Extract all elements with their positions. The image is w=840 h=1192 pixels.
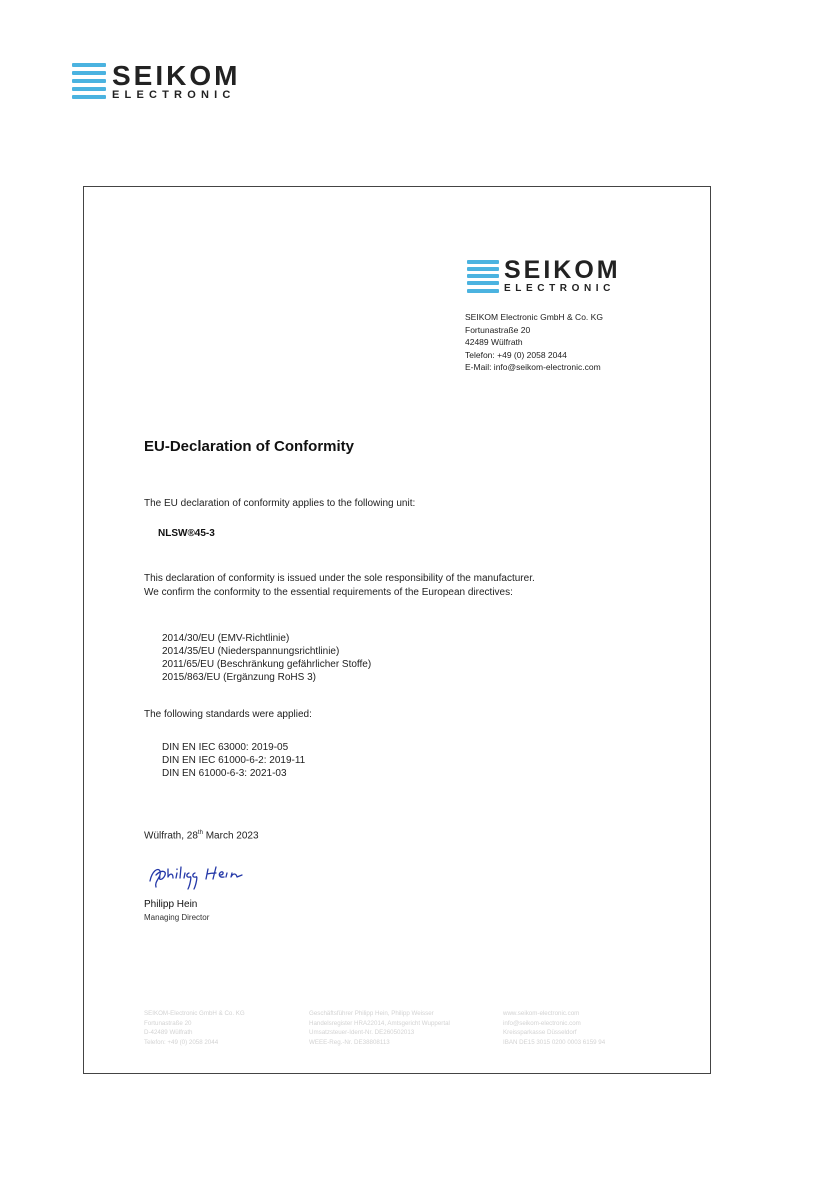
logo-name: SEIKOM [504,256,621,284]
unit-name: NLSW®45-3 [158,528,215,539]
footer-line: info@seikom-electronic.com [503,1019,581,1027]
signer-name: Philipp Hein [144,899,198,910]
email: E-Mail: info@seikom-electronic.com [465,362,601,372]
standards-intro: The following standards were applied: [144,709,312,720]
footer-line: Umsatzsteuer-Ident-Nr. DE260502013 [309,1029,415,1036]
list-item: 2011/65/EU (Beschränkung gefährlicher Stoffe) [162,659,372,670]
signature [146,861,256,895]
footer-line: Handelsregister HRA22014, Amtsgericht Wuppertal [309,1019,450,1027]
footer-line: www.seikom-electronic.com [503,1010,580,1017]
list-item: 2015/863/EU (Ergänzung RoHS 3) [162,672,316,683]
footer-line: D-42489 Wülfrath [144,1029,193,1036]
declaration-document [83,186,711,1074]
directives-list [162,632,371,684]
footer-company [144,1009,245,1047]
logo-tagline: ELECTRONIC [504,283,615,294]
footer-contact-bank [503,1009,605,1047]
footer-line: Geschäftsführer Philipp Hein, Philipp Weisser [309,1010,434,1017]
city: 42489 Wülfrath [465,337,523,347]
document-seikom-logo [467,258,621,294]
footer-line: IBAN DE15 3015 0200 0003 6159 94 [503,1038,606,1046]
footer-line: Fortunastraße 20 [144,1019,192,1027]
signer-role: Managing Director [144,913,210,922]
document-title: EU-Declaration of Conformity [144,438,355,455]
list-item: DIN EN 61000-6-3: 2021-03 [162,768,287,779]
responsibility-line-1: This declaration of conformity is issued under the sole responsibility of the manufacturer. [144,573,535,584]
seikom-logo [72,62,240,100]
place-date: Wülfrath, 28th March 2023 [144,830,259,842]
responsibility-line-2: We confirm the conformity to the essential requirements of the European directives: [144,587,513,598]
street: Fortunastraße 20 [465,324,531,335]
footer-line: Kreissparkasse Düsseldorf [503,1029,577,1036]
standards-list [162,741,305,780]
footer-registration [309,1009,450,1047]
letterhead-address [465,311,603,374]
logo-stripes-icon [72,63,106,99]
logo-stripes-icon [467,260,499,293]
list-item: 2014/30/EU (EMV-Richtlinie) [162,633,290,644]
intro-text: The EU declaration of conformity applies to the following unit: [144,498,416,509]
list-item: DIN EN IEC 61000-6-2: 2019-11 [162,755,306,766]
footer-line: WEEE-Reg.-Nr. DE38808113 [309,1038,390,1046]
footer-line: Telefon: +49 (0) 2058 2044 [144,1038,219,1046]
footer-line: SEIKOM-Electronic GmbH & Co. KG [144,1010,245,1017]
logo-name: SEIKOM [112,60,241,91]
list-item: DIN EN IEC 63000: 2019-05 [162,742,289,753]
company-name: SEIKOM Electronic GmbH & Co. KG [465,312,603,322]
logo-tagline: ELECTRONIC [112,89,236,101]
list-item: 2014/35/EU (Niederspannungsrichtlinie) [162,646,340,657]
phone: Telefon: +49 (0) 2058 2044 [465,349,567,360]
